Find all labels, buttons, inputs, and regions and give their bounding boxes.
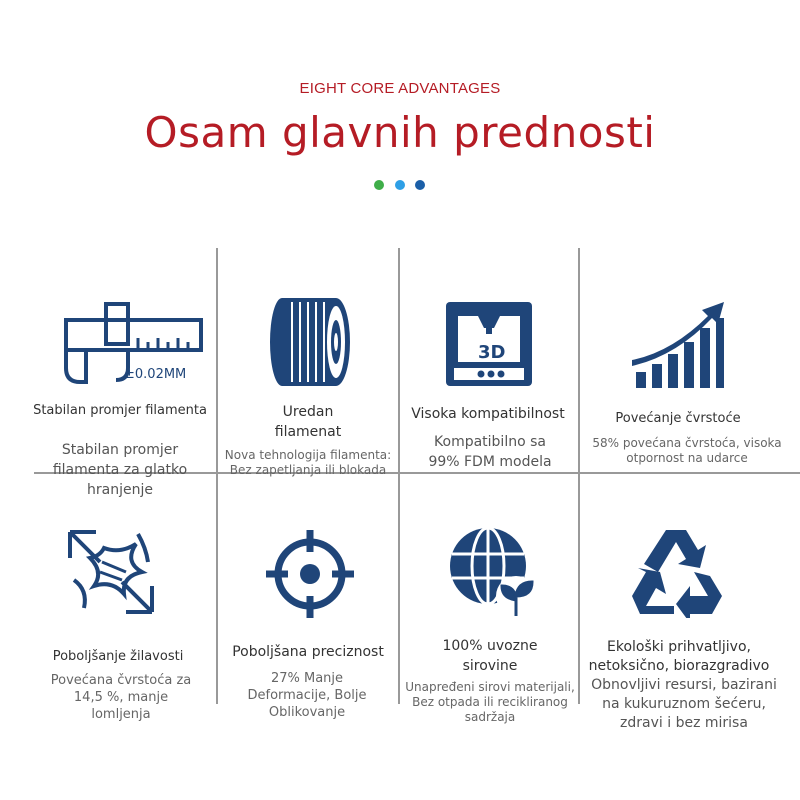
toughness-arrows-icon: [64, 528, 158, 616]
advantage-desc: Povećana čvrstoća za 14,5 %, manje lomljenja: [50, 673, 192, 722]
section-title: Osam glavnih prednosti: [144, 108, 656, 157]
advantage-label: Stabilan promjer filamenta: [33, 403, 207, 418]
3d-printer-icon: [444, 298, 534, 390]
advantage-desc: 58% povećana čvrstoća, visoka otpornost na udarce: [592, 436, 782, 465]
advantage-label: Povećanje čvrstoće: [615, 411, 741, 426]
advantage-desc: Unapređeni sirovi materijali, Bez otpada ili recikliranog sadržaja: [405, 680, 575, 724]
globe-leaf-icon: [446, 524, 542, 620]
caliper-icon: [56, 298, 206, 388]
advantage-label: Poboljšanje žilavosti: [52, 649, 184, 664]
advantage-label: Ekološki prihvatljivo, netoksično, biorazgradivo: [588, 639, 770, 674]
filament-spool-icon: [266, 296, 356, 388]
advantage-desc: Kompatibilno sa 99% FDM modela: [428, 434, 552, 470]
caliper-tolerance-text: ±0.02MM: [124, 367, 187, 382]
section-subtitle: EIGHT CORE ADVANTAGES: [299, 80, 501, 97]
advantage-desc: 27% Manje Deformacije, Bolje Oblikovanje: [247, 671, 367, 720]
advantage-desc: Obnovljivi resursi, bazirani na kukuruznom šećeru, zdravi i bez mirisa: [591, 677, 777, 731]
advantage-label: Uredan filamenat: [274, 404, 342, 440]
growth-chart-icon: [632, 298, 726, 390]
advantage-label: Poboljšana preciznost: [232, 644, 384, 660]
advantage-desc: Stabilan promjer filamenta za glatko hranjenje: [52, 442, 188, 498]
recycle-icon: [628, 526, 724, 618]
crosshair-icon: [264, 528, 356, 620]
3d-label-text: 3D: [478, 342, 506, 363]
advantage-label: 100% uvozne sirovine: [442, 638, 538, 674]
advantage-label: Visoka kompatibilnost: [411, 406, 565, 422]
advantage-desc: Nova tehnologija filamenta: Bez zapetljanja ili blokada: [224, 448, 392, 477]
